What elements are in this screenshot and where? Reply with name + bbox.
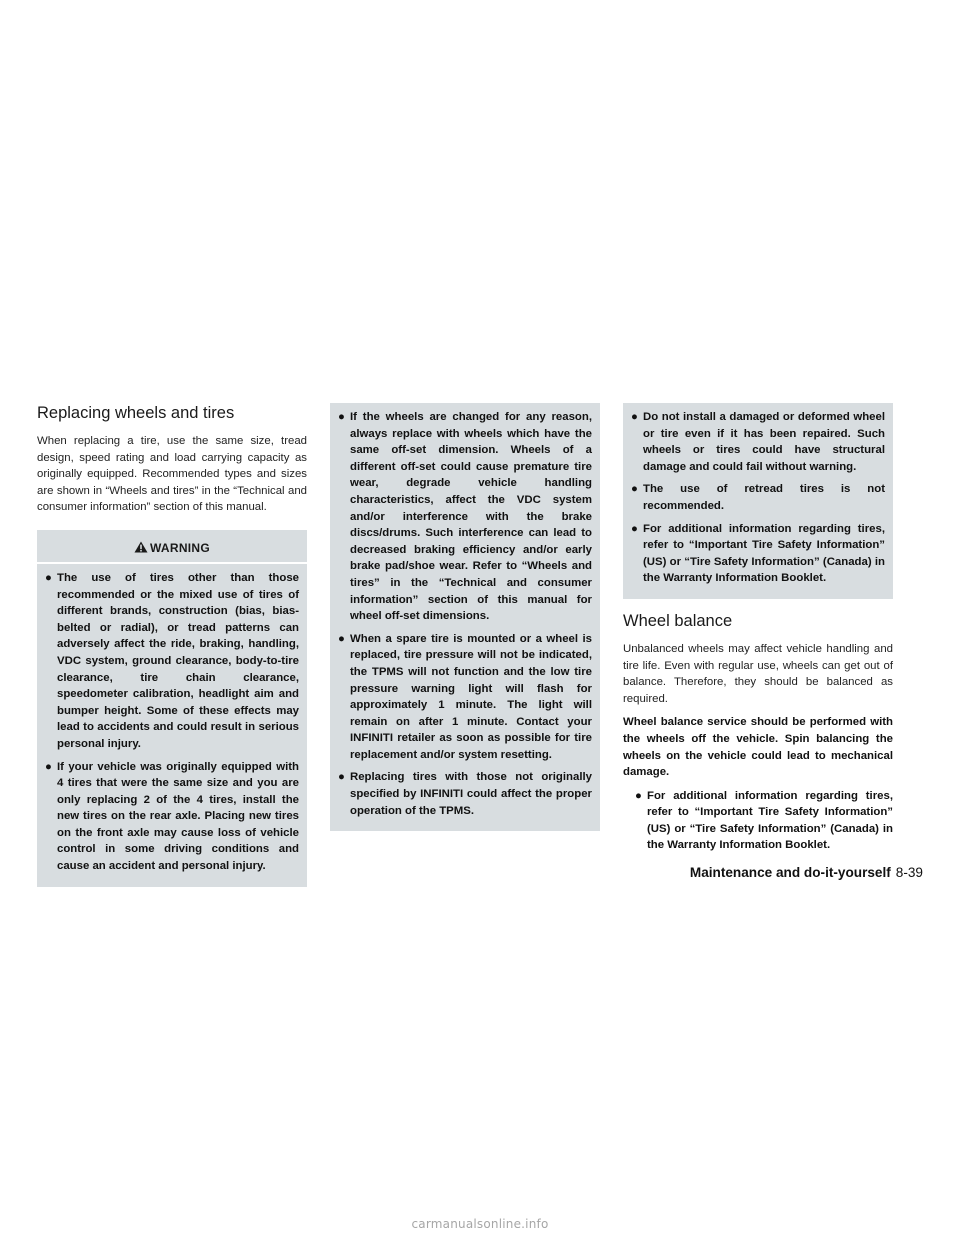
warning-box	[37, 530, 307, 887]
warning-bullet	[338, 769, 592, 819]
warning-box-continued	[623, 403, 893, 599]
wheel-balance-bullet	[635, 788, 893, 854]
bullet-icon: ●	[631, 411, 638, 423]
page-footer	[690, 864, 923, 882]
wheel-balance-bold-paragraph: Wheel balance service should be performed with the wheels off the vehicle. Spin balancing the wheels on the vehicle could lead to mechanical damage.	[623, 716, 893, 779]
bullet-icon: ●	[45, 571, 52, 584]
warning-bullet	[45, 759, 299, 875]
section-title-replacing-wheels: Replacing wheels and tires	[37, 404, 235, 422]
bullet-icon: ●	[631, 483, 638, 496]
bullet-text: If your vehicle was originally equipped with 4 tires that were the same size and you are only replacing 2 of the 4 tires, install the new tires on the rear axle. Placing new tires on the front axle may cause loss of vehicle control in some driving conditions and cause an accident and personal injury.	[57, 760, 299, 873]
warning-bullet	[338, 631, 592, 764]
column-3	[623, 403, 893, 860]
warning-divider	[37, 562, 307, 564]
bullet-icon: ●	[631, 522, 638, 535]
bullet-text: If the wheels are changed for any reason, always replace with wheels which have the same off-set dimension. Wheels of a different off-set could cause premature tire wear, degrade vehicle handling characteristics, affect the VDC system and/or interference with the brake discs/drums. Such interference can lead to decreased braking efficiency and/or early brake pad/shoe wear. Refer to “Wheels and tires” in the “Technical and consumer information” section of this manual for wheel off-set dimensions.	[350, 411, 592, 623]
bullet-text: Replacing tires with those not originally specified by INFINITI could affect the proper operation of the TPMS.	[350, 771, 592, 817]
warning-triangle-icon	[134, 541, 148, 553]
warning-header	[45, 536, 299, 562]
column-2	[330, 403, 600, 831]
bullet-icon: ●	[338, 411, 345, 423]
bullet-icon: ●	[635, 789, 642, 802]
warning-bullet	[45, 570, 299, 753]
wheel-balance-intro: Unbalanced wheels may affect vehicle handling and tire life. Even with regular use, wheels can get out of balance. Therefore, they should be balanced as required.	[623, 642, 893, 705]
bullet-icon: ●	[338, 771, 345, 784]
bullet-text: The use of tires other than those recommended or the mixed use of tires of different brands, construction (bias, bias-belted or radial), or tread patterns can adversely affect the ride, braking, handling, VDC system, ground clearance, body-to-tire clearance, tire chain clearance, speedometer calibration, headlight aim and bumper height. Some of these effects may lead to accidents and could result in serious personal injury.	[57, 571, 299, 750]
warning-label: WARNING	[149, 540, 211, 555]
bullet-text: When a spare tire is mounted or a wheel is replaced, tire pressure will not be indicated, the TPMS will not function and the low tire pressure warning light will flash for approximately 1 minute. The light will remain on after 1 minute. Contact your INFINITI retailer as soon as possible for tire replacement and/or system resetting.	[350, 632, 592, 761]
warning-bullet	[631, 521, 885, 587]
bullet-text: For additional information regarding tires, refer to “Important Tire Safety Information” (US) or “Tire Safety Information” (Canada) in the Warranty Information Booklet.	[643, 522, 885, 585]
bullet-icon: ●	[338, 632, 345, 645]
page-number: 8-39	[895, 865, 923, 880]
footer-section-name: Maintenance and do-it-yourself	[689, 865, 891, 880]
watermark-text: carmanualsonline.info	[411, 1217, 549, 1231]
bullet-text: The use of retread tires is not recommended.	[643, 483, 885, 512]
bullet-text: For additional information regarding tires, refer to “Important Tire Safety Information” (US) or “Tire Safety Information” (Canada) in the Warranty Information Booklet.	[647, 789, 893, 852]
warning-bullet	[338, 409, 592, 625]
bullet-icon: ●	[45, 760, 52, 773]
intro-paragraph: When replacing a tire, use the same size, tread design, speed rating and load carrying capacity as originally equipped. Recommended types and sizes are shown in “Wheels and tires” in the “Technical and consumer information” section of this manual.	[37, 435, 307, 514]
warning-bullet	[631, 409, 885, 475]
section-title-wheel-balance: Wheel balance	[623, 611, 733, 630]
column-1	[37, 403, 307, 887]
bullet-text: Do not install a damaged or deformed wheel or tire even if it has been repaired. Such wheels or tires could have structural damage and could fail without warning.	[643, 411, 885, 473]
warning-box-continued	[330, 403, 600, 831]
warning-bullet	[631, 481, 885, 514]
